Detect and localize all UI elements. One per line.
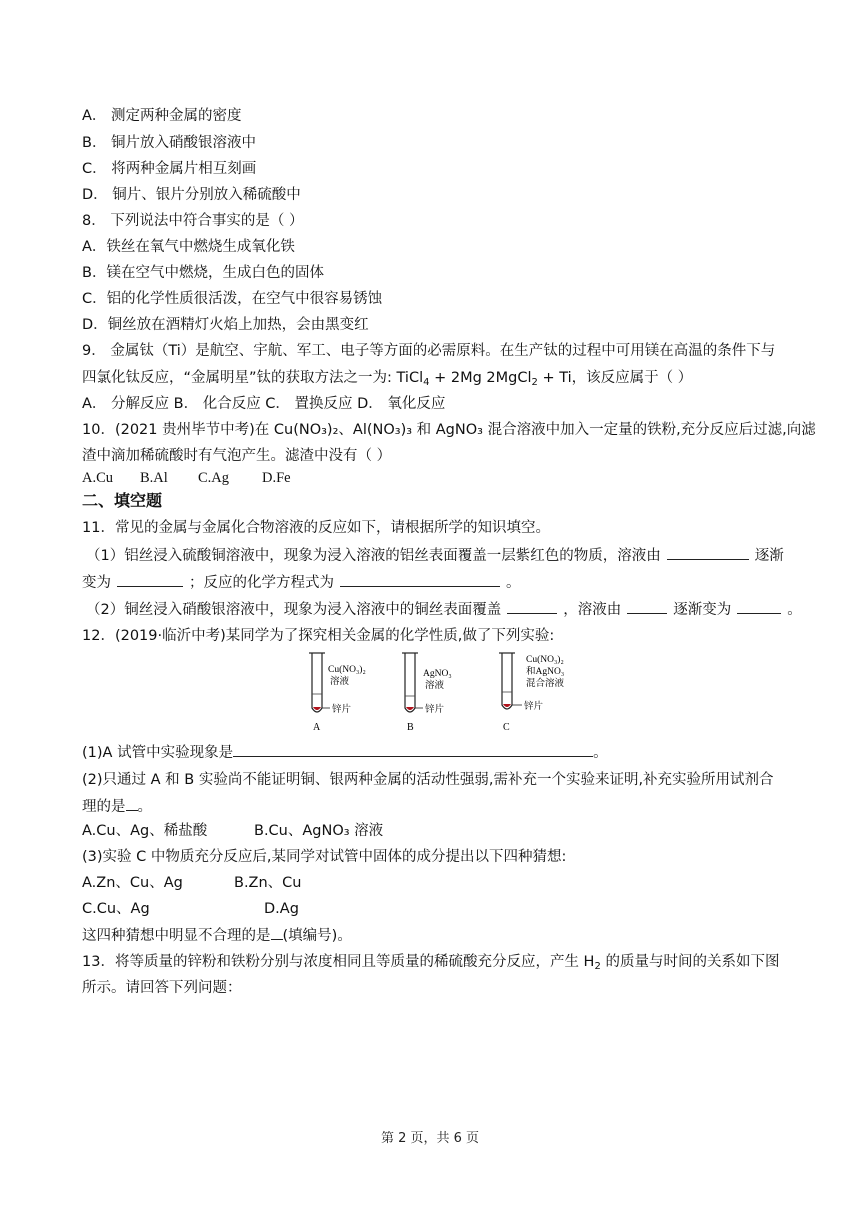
q9-line2-e: + Ti，该反应属于（ ） bbox=[537, 370, 693, 386]
q11-p2-text-d: 。 bbox=[787, 602, 802, 618]
tube-c-label-line2: 和AgNO₃ bbox=[526, 667, 565, 677]
answer-blank[interactable] bbox=[126, 796, 138, 811]
tube-b-zinc-label: 锌片 bbox=[425, 705, 445, 715]
q12-conclusion-text: 这四种猜想中明显不合理的是 bbox=[82, 928, 271, 944]
q11-p2-text-c: 逐渐变为 bbox=[673, 602, 732, 618]
q9-sub-4: 4 bbox=[423, 377, 430, 388]
q12-conclusion bbox=[82, 925, 352, 946]
q12-guesses-cd bbox=[82, 899, 299, 919]
q12-sub2-end: 。 bbox=[137, 799, 152, 815]
q12-sub2-text: 理的是 bbox=[82, 799, 126, 815]
q11-part2 bbox=[86, 599, 802, 620]
q12-stem: 12．(2019·临沂中考)某同学为了探究相关金属的化学性质,做了下列实验: bbox=[82, 628, 555, 644]
page-footer: 第 2 页，共 6 页 bbox=[380, 1131, 480, 1146]
q12-sub1-end: 。 bbox=[593, 745, 608, 761]
tube-a-solution-label2: 溶液 bbox=[330, 677, 350, 687]
q11-p1-text-e: 。 bbox=[506, 575, 521, 591]
q10-line2: 渣中滴加稀硫酸时有气泡产生。滤渣中没有（ ） bbox=[82, 448, 392, 464]
answer-blank[interactable] bbox=[737, 599, 781, 614]
q12-guess-d: D.Ag bbox=[264, 901, 299, 917]
answer-blank[interactable] bbox=[233, 742, 593, 757]
tube-c-zinc-label: 锌片 bbox=[524, 702, 544, 712]
q13-line1 bbox=[82, 952, 779, 972]
q9-sub-2: 2 bbox=[531, 377, 538, 388]
q7-option-d: D． 铜片、银片分别放入稀硫酸中 bbox=[82, 187, 301, 203]
q12-sub2-option-b: B.Cu、AgNO₃ 溶液 bbox=[254, 823, 384, 839]
q9-options: A． 分解反应 B． 化合反应 C． 置换反应 D． 氧化反应 bbox=[82, 396, 446, 412]
q12-sub2-option-a: A.Cu、Ag、稀盐酸 bbox=[82, 823, 208, 839]
q8-option-a: A．铁丝在氧气中燃烧生成氧化铁 bbox=[82, 239, 295, 255]
q12-sub1-text: (1)A 试管中实验现象是 bbox=[82, 745, 234, 761]
tube-a-zinc bbox=[313, 707, 321, 710]
q12-sub2-line2 bbox=[82, 796, 152, 817]
q11-stem: 11．常见的金属与金属化合物溶液的反应如下，请根据所学的知识填空。 bbox=[82, 520, 550, 536]
q8-option-b: B．镁在空气中燃烧，生成白色的固体 bbox=[82, 265, 324, 281]
tube-a bbox=[309, 653, 366, 733]
q12-guess-a: A.Zn、Cu、Ag bbox=[82, 875, 183, 891]
q11-p1-text-d: ；反应的化学方程式为 bbox=[189, 575, 334, 591]
tube-a-tag: A bbox=[313, 722, 321, 733]
q9-line1: 9． 金属钛（Ti）是航空、宇航、军工、电子等方面的必需原料。在生产钛的过程中可用镁在高温的条件下与 bbox=[82, 343, 776, 359]
q10-option-d: D.Fe bbox=[262, 470, 291, 486]
tube-b-tag: B bbox=[407, 722, 414, 733]
q12-conclusion-end: (填编号)。 bbox=[282, 928, 352, 944]
q8-option-d: D．铜丝放在酒精灯火焰上加热，会由黑变红 bbox=[82, 317, 369, 333]
test-tubes-figure bbox=[300, 650, 590, 740]
tube-b-solution-label2: 溶液 bbox=[425, 681, 445, 691]
tube-c-label-line1: Cu(NO₃)₂ bbox=[526, 655, 564, 665]
answer-blank[interactable] bbox=[271, 925, 283, 940]
q11-p2-text-a: （2）铜丝浸入硝酸银溶液中，现象为浸入溶液中的铜丝表面覆盖 bbox=[86, 602, 502, 618]
q11-part1-line1 bbox=[86, 545, 784, 566]
tube-b-solution-label: AgNO₃ bbox=[423, 669, 452, 679]
q10-line1: 10．(2021 贵州毕节中考)在 Cu(NO₃)₂、Al(NO₃)₃ 和 AgNO₃ 混合溶液中加入一定量的铁粉,充分反应后过滤,向滤 bbox=[82, 422, 816, 438]
q13-line1-a: 13．将等质量的锌粉和铁粉分别与浓度相同且等质量的稀硫酸充分反应，产生 H bbox=[82, 954, 595, 970]
q11-p2-text-b: ，溶液由 bbox=[563, 602, 622, 618]
q11-part1-line2 bbox=[82, 572, 521, 593]
answer-blank[interactable] bbox=[507, 599, 557, 614]
q13-line1-c: 的质量与时间的关系如下图 bbox=[600, 954, 780, 970]
q11-p1-text-c: 变为 bbox=[82, 575, 111, 591]
tube-c-glass bbox=[502, 653, 512, 709]
q9-line2-c: + 2Mg 2MgCl bbox=[429, 370, 532, 386]
q11-p1-text-b: 逐渐 bbox=[754, 548, 784, 564]
answer-blank[interactable] bbox=[117, 572, 183, 587]
answer-blank[interactable] bbox=[667, 545, 749, 560]
q12-sub1 bbox=[82, 742, 608, 763]
q10-option-c: C.Ag bbox=[198, 470, 230, 486]
tube-b-glass bbox=[405, 653, 415, 712]
q7-option-c: C． 将两种金属片相互刻画 bbox=[82, 161, 257, 177]
tube-b-zinc bbox=[406, 707, 414, 710]
q11-p1-text-a: （1）铝丝浸入硫酸铜溶液中，现象为浸入溶液的铝丝表面覆盖一层紫红色的物质，溶液由 bbox=[86, 548, 661, 564]
tube-c-label-line3: 混合溶液 bbox=[526, 679, 565, 689]
q7-option-b: B． 铜片放入硝酸银溶液中 bbox=[82, 135, 257, 151]
q12-guess-c: C.Cu、Ag bbox=[82, 901, 150, 917]
tube-a-solution-label: Cu(NO₃)₂ bbox=[328, 665, 366, 675]
q12-guess-b: B.Zn、Cu bbox=[234, 875, 302, 891]
q12-sub3: (3)实验 C 中物质充分反应后,某同学对试管中固体的成分提出以下四种猜想: bbox=[82, 849, 567, 865]
tube-c bbox=[499, 653, 565, 733]
q12-sub2-options bbox=[82, 821, 383, 841]
q12-sub2-line1: (2)只通过 A 和 B 实验尚不能证明铜、银两种金属的活动性强弱,需补充一个实验来证明,补充实验所用试剂合 bbox=[82, 772, 774, 788]
tube-a-glass bbox=[312, 653, 322, 712]
q10-options bbox=[82, 468, 291, 488]
tube-c-zinc bbox=[503, 704, 511, 707]
section-title-fill-in: 二、填空题 bbox=[82, 491, 163, 510]
q13-line2: 所示。请回答下列问题： bbox=[82, 980, 242, 996]
q9-line2 bbox=[82, 368, 692, 388]
answer-blank[interactable] bbox=[627, 599, 667, 614]
q8-stem: 8． 下列说法中符合事实的是（ ） bbox=[82, 213, 304, 229]
q9-line2-a: 四氯化钛反应，“金属明星”钛的获取方法之一为: TiCl bbox=[82, 370, 424, 386]
tube-b bbox=[402, 653, 452, 733]
q7-option-a: A． 测定两种金属的密度 bbox=[82, 108, 242, 124]
q10-option-a: A.Cu bbox=[82, 470, 114, 486]
q10-option-b: B.Al bbox=[140, 470, 168, 486]
tube-a-zinc-label: 锌片 bbox=[332, 705, 352, 715]
q12-guesses-ab bbox=[82, 873, 302, 893]
q8-option-c: C．铝的化学性质很活泼，在空气中很容易锈蚀 bbox=[82, 291, 383, 307]
tube-c-tag: C bbox=[503, 722, 510, 733]
q13-sub-2: 2 bbox=[594, 961, 601, 972]
answer-blank[interactable] bbox=[340, 572, 500, 587]
